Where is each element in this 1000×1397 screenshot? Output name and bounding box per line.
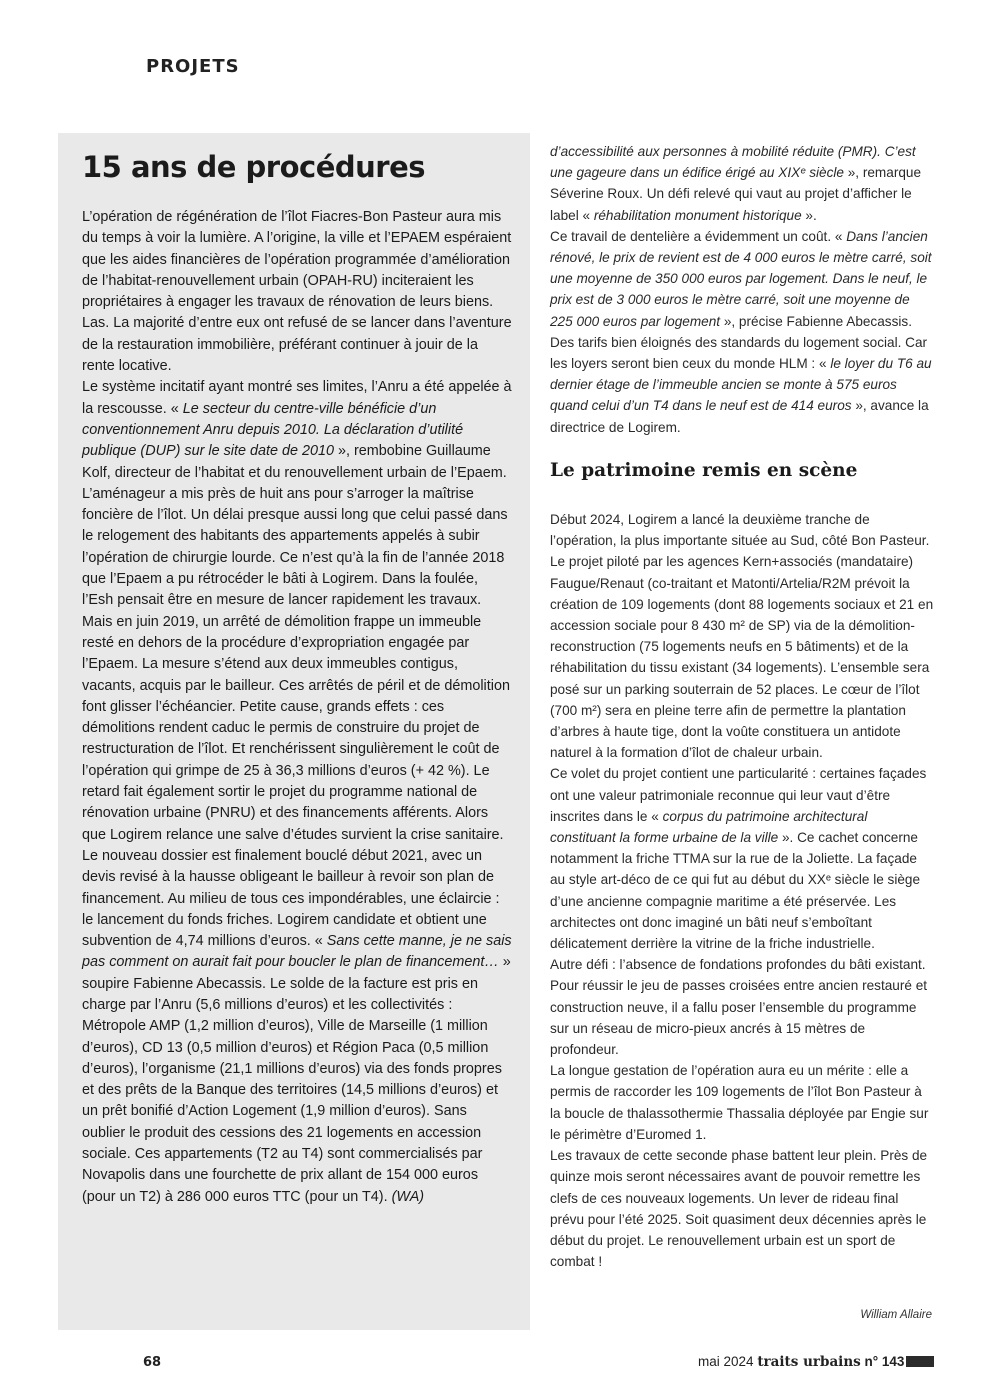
footer-info bbox=[698, 1354, 904, 1370]
author-signature: William Allaire bbox=[860, 1309, 932, 1321]
section-label: PROJETS bbox=[146, 56, 240, 77]
text-run: », rembobine Guillaume Kolf, directeur de l’habitat et du renouvellement urbain de l’Epaem. L’aménageur a mis près de huit ans pour s’arroger la maîtrise foncière de l’îlot. Un délai presque aussi long que celui passé dans le relogement des habitants des appartements appelés à subir l’opération de chirurgie lourde. Ce n’est qu’à la fin de l’année 2018 que l’Epaem a pu rétrocéder le bâti à Logirem. Dans la foulée, l’Esh pensait être en mesure de lancer rapidement les travaux. bbox=[82, 443, 508, 609]
quote-run: (WA) bbox=[391, 1188, 425, 1205]
paragraph bbox=[82, 377, 512, 611]
paragraph bbox=[82, 207, 512, 377]
text-run: Le système incitatif ayant montré ses limites, l’Anru a été appelée à la rescousse. « bbox=[82, 379, 512, 417]
text-run: Les travaux de cette seconde phase battent leur plein. Près de quinze mois seront nécessaires avant de pouvoir remettre les clefs de ces nouveaux logements. Un lever de rideau final prévu pour l’été 2025. Soit quasiment deux décennies après le début du projet. Le renouvellement urbain est un sport de combat ! bbox=[550, 1148, 928, 1270]
text-run: », précise Fabienne Abecassis. Des tarifs bien éloignés des standards du logement social. Car les loyers seront bien ceux du monde HLM : « bbox=[550, 313, 928, 372]
paragraph bbox=[550, 1145, 934, 1272]
text-run: », remarque Séverine Roux. Un défi relevé qui vaut au projet d’afficher le label « bbox=[550, 165, 922, 223]
paragraph bbox=[82, 612, 512, 1208]
quote-run: Le secteur du centre-ville bénéficie d’un conventionnement Anru depuis 2010. La déclaration d’utilité publique (DUP) sur le site date de 2010 bbox=[82, 400, 464, 460]
paragraph bbox=[550, 763, 934, 954]
sidebar-title: 15 ans de procédures bbox=[82, 150, 426, 184]
text-run: Début 2024, Logirem a lancé la deuxième tranche de l’opération, la plus importante située au Sud, côté Bon Pasteur. Le projet piloté par les agences Kern+associés (mandataire) Faugue/Renaut (co-traitant et Matonti/Artelia/R2M prévoit la création de 109 logements (dont 88 logements sociaux et 21 en accession sociale pour 8 430 m² de SP) via de la démolition-reconstruction (75 logements neufs en 5 bâtiments) et de la réhabilitation du tissu existant (34 logements). L’ensemble sera posé sur un parking souterrain de 52 places. Le cœur de l’îlot (700 m²) sera en pleine terre afin de permettre la plantation d’arbres à haute tige, dont la voûte constituera un antidote naturel à la formation d’îlot de chaleur urbain. bbox=[550, 512, 934, 761]
text-run: ». bbox=[801, 207, 817, 223]
paragraph bbox=[550, 226, 934, 438]
quote-run: Dans l’ancien rénové, le prix de revient est de 4 000 euros le mètre carré, soit une moyenne de 350 000 euros par logement. Dans le neuf, le prix est de 3 000 euros le mètre carré, soit une moyenne de 225 000 euros par logement bbox=[550, 228, 932, 329]
text-run: Mais en juin 2019, un arrêté de démolition frappe un immeuble resté en dehors de la procédure d’expropriation engagée par l’Epaem. La mesure s’étend aux deux immeubles contigus, vacants, acquis par le bailleur. Ces arrêtés de péril et de démolition font glisser l’échéancier. Petite cause, grands effets : ces démolitions rendent caduc le permis de construire du projet de restructuration de l’îlot. Et renchérissent singulièrement le coût de l’opération qui grimpe de 25 à 36,3 millions d’euros (+ 42 %). Le retard fait également sortir le projet du programme national de rénovation urbaine (PNRU) et des financements afférents. Alors que Logirem relance une salve d’études survient la crise sanitaire. Le nouveau dossier est finalement bouclé début 2021, avec un devis revisé à la hausse obligeant le bailleur à revoir son plan de financement. Au milieu de tous ces impondérables, une éclaircie : le lancement du fonds friches. Logirem candidate et obtient une subvention de 4,74 millions d’euros. « bbox=[82, 613, 510, 950]
paragraph bbox=[550, 141, 934, 226]
magazine-name: traits urbains bbox=[757, 1354, 861, 1370]
right-column-text-2 bbox=[550, 509, 934, 1272]
text-run: Ce travail de dentelière a évidemment un coût. « bbox=[550, 228, 847, 244]
text-run: L’opération de régénération de l’îlot Fiacres-Bon Pasteur aura mis du temps à voir la lumière. A l’origine, la ville et l’EPAEM espéraient que les aides financières de l’opération programmée d’amélioration de l’habitat-renouvellement urbain (OPAH-RU) inciteraient les propriétaires à engager les travaux de rénovation de leurs biens. Las. La majorité d’entre eux ont refusé de se lancer dans l’aventure de la restauration immobilière, préférant continuer à jouir de la rente locative. bbox=[82, 209, 512, 375]
subheading: Le patrimoine remis en scène bbox=[550, 460, 858, 481]
page-number: 68 bbox=[143, 1355, 162, 1370]
text-run: La longue gestation de l’opération aura eu un mérite : elle a permis de raccorder les 109 logements de l’îlot Bon Pasteur à la boucle de thalassothermie Thassalia déployée par Engie sur le périmètre d’Euromed 1. bbox=[550, 1063, 929, 1142]
right-column-text bbox=[550, 141, 934, 438]
paragraph bbox=[550, 509, 934, 763]
quote-run: réhabilitation monument historique bbox=[593, 207, 802, 223]
paragraph bbox=[550, 954, 934, 1060]
issue-number: n° 143 bbox=[864, 1354, 905, 1369]
quote-run: corpus du patrimoine architectural constituant la forme urbaine de la ville bbox=[550, 808, 868, 846]
text-run: Ce volet du projet contient une particularité : certaines façades ont une valeur patrimoniale reconnue qui leur vaut d’être inscrites dans le « bbox=[550, 766, 927, 824]
sidebar-text bbox=[82, 207, 512, 1208]
paragraph bbox=[550, 1060, 934, 1145]
text-run: », avance la directrice de Logirem. bbox=[550, 398, 929, 435]
quote-run: Sans cette manne, je ne sais pas comment on aurait fait pour boucler le plan de financement… bbox=[82, 933, 512, 971]
footer-bar bbox=[906, 1356, 934, 1367]
quote-run: le loyer du T6 au dernier étage de l’immeuble ancien se monte à 575 euros quand celui d’un T4 dans le neuf est de 414 euros bbox=[550, 356, 932, 414]
text-run: » soupire Fabienne Abecassis. Le solde de la facture est pris en charge par l’Anru (5,6 millions d’euros) et les collectivités : Métropole AMP (1,2 million d’euros), Ville de Marseille (1 million d’euros), CD 13 (0,5 million d’euros) et Région Paca (0,5 million d’euros), l’organisme (21,1 millions d’euros) via des fonds propres et des prêts de la Banque des territoires (14,5 millions d’euros) et un prêt bonifié d’Action Logement (1,9 million d’euros). Sans oublier le produit des cessions des 21 logements en accession sociale. Ces appartements (T2 au T4) sont commercialisés par Novapolis dans une fourchette de prix allant de 154 000 euros (pour un T2) à 286 000 euros TTC (pour un T4). bbox=[82, 954, 511, 1205]
quote-run: d’accessibilité aux personnes à mobilité réduite (PMR). C’est une gageure dans un édifice érigé au XIXᵉ siècle bbox=[550, 144, 916, 181]
text-run: Autre défi : l’absence de fondations profondes du bâti existant. Pour réussir le jeu de passes croisées entre ancien restauré et construction neuve, il a fallu poser l’ensemble du programme sur un réseau de micro-pieux ancrés à 15 mètres de profondeur. bbox=[550, 957, 928, 1058]
text-run: ». Ce cachet concerne notamment la friche TTMA sur la rue de la Joliette. La façade au style art-déco de ce qui fut au début du XXᵉ siècle le siège d’une ancienne compagnie maritime a été préservée. Les architectes ont donc imaginé un bâti neuf s’emboîtant délicatement derrière la vitrine de la friche industrielle. bbox=[550, 830, 921, 952]
footer-date: mai 2024 bbox=[698, 1354, 754, 1369]
